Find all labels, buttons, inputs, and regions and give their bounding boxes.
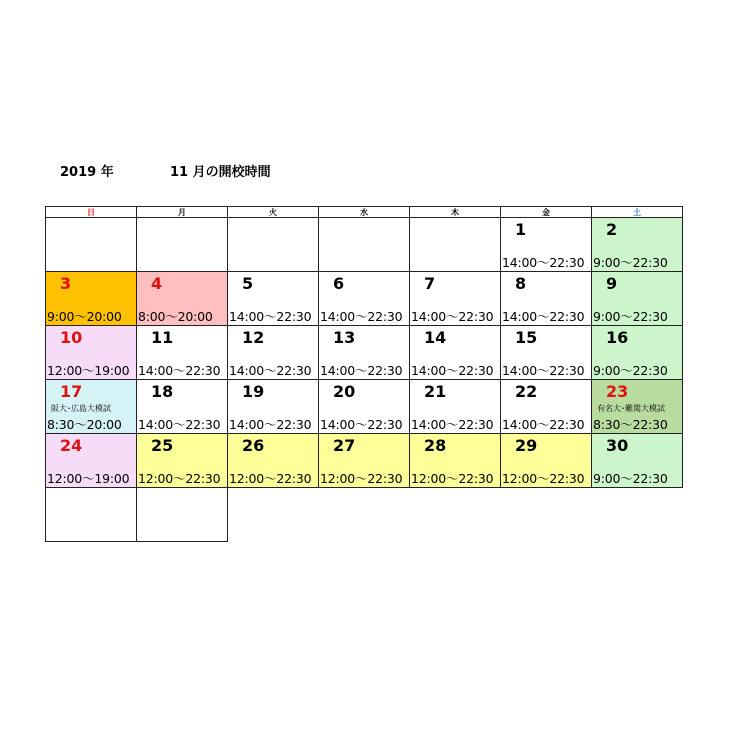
week-row — [46, 488, 683, 542]
day-cell-28 — [410, 434, 501, 488]
day-number: 1 — [515, 220, 527, 239]
page-title — [60, 161, 271, 180]
day-number: 28 — [424, 436, 447, 455]
day-number: 12 — [242, 328, 265, 347]
day-cell-9 — [592, 272, 683, 326]
opening-hours: 14:00～22:30 — [502, 309, 585, 324]
opening-hours: 14:00～22:30 — [502, 363, 585, 378]
day-cell-17 — [46, 380, 137, 434]
weekday-header-sun: 日 — [46, 207, 137, 218]
day-cell-7 — [410, 272, 501, 326]
day-cell-4 — [137, 272, 228, 326]
day-cell-14 — [410, 326, 501, 380]
opening-hours: 14:00～22:30 — [411, 417, 494, 432]
day-cell-25 — [137, 434, 228, 488]
day-number: 11 — [151, 328, 174, 347]
opening-hours: 12:00～19:00 — [47, 363, 130, 378]
weekday-header-row — [46, 207, 683, 218]
opening-hours: 8:00～20:00 — [138, 309, 213, 324]
week-row — [46, 272, 683, 326]
day-number: 10 — [60, 328, 83, 347]
weekday-header-sat: 土 — [592, 207, 683, 218]
day-cell-1 — [501, 218, 592, 272]
blank-cell — [410, 488, 501, 542]
day-number: 18 — [151, 382, 174, 401]
empty-day-cell — [46, 488, 137, 542]
day-cell-22 — [501, 380, 592, 434]
blank-cell — [228, 488, 319, 542]
week-row — [46, 326, 683, 380]
empty-day-cell — [319, 218, 410, 272]
day-cell-27 — [319, 434, 410, 488]
day-number: 4 — [151, 274, 163, 293]
day-number: 30 — [606, 436, 629, 455]
opening-hours: 12:00～22:30 — [411, 471, 494, 486]
title-year: 2019 年 — [60, 165, 114, 180]
day-number: 25 — [151, 436, 174, 455]
day-number: 14 — [424, 328, 447, 347]
day-number: 17 — [60, 382, 83, 401]
opening-hours: 14:00～22:30 — [138, 417, 221, 432]
opening-hours: 12:00～22:30 — [320, 471, 403, 486]
empty-day-cell — [46, 218, 137, 272]
opening-hours: 14:00～22:30 — [502, 417, 585, 432]
day-number: 29 — [515, 436, 538, 455]
calendar-table — [45, 206, 683, 542]
day-cell-20 — [319, 380, 410, 434]
opening-hours: 14:00～22:30 — [229, 309, 312, 324]
day-number: 3 — [60, 274, 72, 293]
week-row — [46, 380, 683, 434]
day-number: 20 — [333, 382, 356, 401]
opening-hours: 12:00～22:30 — [138, 471, 221, 486]
empty-day-cell — [410, 218, 501, 272]
opening-hours: 14:00～22:30 — [229, 363, 312, 378]
day-cell-12 — [228, 326, 319, 380]
opening-hours: 14:00～22:30 — [138, 363, 221, 378]
event-note: 有名大･難関大模試 — [597, 404, 665, 413]
empty-day-cell — [228, 218, 319, 272]
day-cell-18 — [137, 380, 228, 434]
opening-hours: 9:00～20:00 — [47, 309, 122, 324]
opening-hours: 14:00～22:30 — [320, 417, 403, 432]
opening-hours: 9:00～22:30 — [593, 363, 668, 378]
day-cell-24 — [46, 434, 137, 488]
day-cell-30 — [592, 434, 683, 488]
opening-hours: 9:00～22:30 — [593, 255, 668, 270]
day-number: 27 — [333, 436, 356, 455]
day-cell-16 — [592, 326, 683, 380]
day-number: 5 — [242, 274, 254, 293]
day-cell-8 — [501, 272, 592, 326]
weekday-header-thu: 木 — [410, 207, 501, 218]
day-number: 23 — [606, 382, 629, 401]
opening-hours: 8:30～20:00 — [47, 417, 122, 432]
day-number: 16 — [606, 328, 629, 347]
day-cell-15 — [501, 326, 592, 380]
empty-day-cell — [137, 218, 228, 272]
day-number: 24 — [60, 436, 83, 455]
day-cell-21 — [410, 380, 501, 434]
day-number: 15 — [515, 328, 538, 347]
day-number: 2 — [606, 220, 618, 239]
day-cell-29 — [501, 434, 592, 488]
day-number: 9 — [606, 274, 618, 293]
opening-hours: 14:00～22:30 — [411, 363, 494, 378]
day-cell-23 — [592, 380, 683, 434]
opening-hours: 12:00～22:30 — [229, 471, 312, 486]
opening-hours: 12:00～22:30 — [502, 471, 585, 486]
opening-hours: 9:00～22:30 — [593, 309, 668, 324]
opening-hours: 14:00～22:30 — [320, 309, 403, 324]
weekday-header-mon: 月 — [137, 207, 228, 218]
opening-hours: 9:00～22:30 — [593, 471, 668, 486]
day-number: 22 — [515, 382, 538, 401]
day-number: 6 — [333, 274, 345, 293]
opening-hours: 12:00～19:00 — [47, 471, 130, 486]
day-cell-26 — [228, 434, 319, 488]
opening-hours: 14:00～22:30 — [502, 255, 585, 270]
blank-cell — [592, 488, 683, 542]
day-number: 19 — [242, 382, 265, 401]
day-number: 8 — [515, 274, 527, 293]
week-row — [46, 434, 683, 488]
day-cell-6 — [319, 272, 410, 326]
blank-cell — [501, 488, 592, 542]
day-cell-11 — [137, 326, 228, 380]
day-number: 21 — [424, 382, 447, 401]
day-cell-3 — [46, 272, 137, 326]
blank-cell — [319, 488, 410, 542]
day-cell-13 — [319, 326, 410, 380]
day-cell-19 — [228, 380, 319, 434]
opening-hours: 14:00～22:30 — [411, 309, 494, 324]
weekday-header-wed: 水 — [319, 207, 410, 218]
weekday-header-tue: 火 — [228, 207, 319, 218]
week-row — [46, 218, 683, 272]
opening-hours: 14:00～22:30 — [229, 417, 312, 432]
day-number: 13 — [333, 328, 356, 347]
day-number: 26 — [242, 436, 265, 455]
event-note: 阪大･広島大模試 — [51, 404, 111, 413]
day-cell-5 — [228, 272, 319, 326]
weekday-header-fri: 金 — [501, 207, 592, 218]
empty-day-cell — [137, 488, 228, 542]
title-month-heading: 11 月の開校時間 — [170, 165, 271, 180]
opening-hours: 8:30～22:30 — [593, 417, 668, 432]
day-number: 7 — [424, 274, 436, 293]
day-cell-2 — [592, 218, 683, 272]
opening-hours: 14:00～22:30 — [320, 363, 403, 378]
day-cell-10 — [46, 326, 137, 380]
